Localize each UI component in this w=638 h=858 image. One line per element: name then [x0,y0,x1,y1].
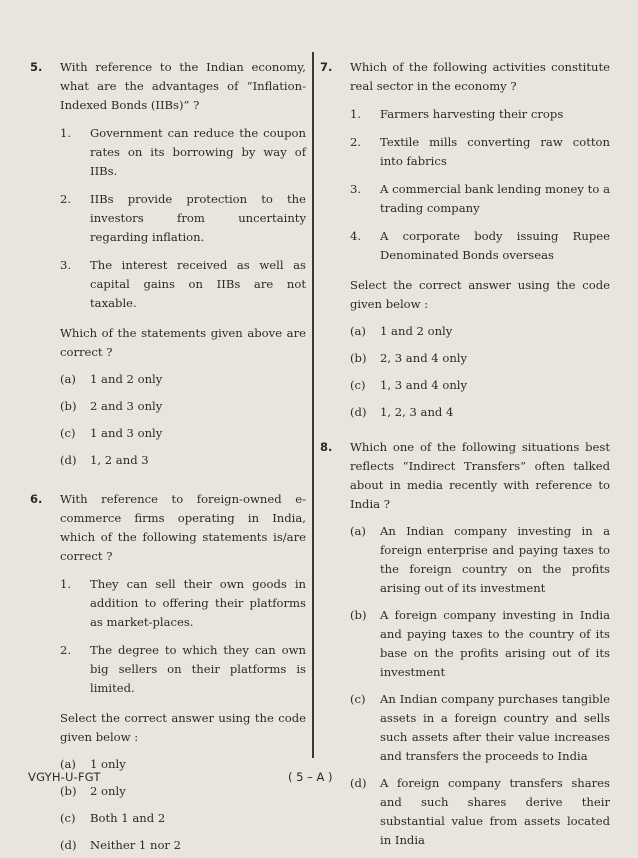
option-text: 1, 2, 3 and 4 [380,405,454,419]
statement-text: A corporate body issuing Rupee Denominated Bonds overseas [380,229,610,262]
statement-number: 1. [60,126,72,140]
option-label: (c) [60,426,76,440]
option-b [350,349,610,368]
option-d [350,774,610,850]
statement-number: 3. [60,258,72,272]
statement-number: 1. [350,107,362,121]
question-number: 5. [30,60,43,74]
statement-text: They can sell their own goods in addition to offering their platforms as market-places. [90,577,306,629]
option-label: (d) [350,405,367,419]
statement [350,227,610,265]
option-d [350,403,610,422]
option-text: 1, 3 and 4 only [380,378,468,392]
option-text: 1 and 2 only [380,324,453,338]
option-text: 1 only [90,757,126,771]
statement-number: 3. [350,182,362,196]
statement-text: The degree to which they can own big sellers on their platforms is limited. [90,643,306,695]
question-text: With reference to the Indian economy, what are the advantages of “Inflation-Indexed Bonds (IIBs)” ? [60,60,306,112]
statement [350,133,610,171]
option-text: 2, 3 and 4 only [380,351,468,365]
question-8 [314,438,610,850]
option-a [60,370,306,389]
question-prompt: Which of the statements given above are correct ? [60,326,306,359]
statement-number: 2. [350,135,362,149]
question-number: 8. [320,440,333,454]
option-label: (a) [350,524,366,538]
option-text: 1 and 2 only [90,372,163,386]
statement [350,180,610,218]
option-a [350,522,610,598]
option-label: (a) [60,372,76,386]
option-label: (b) [60,784,77,798]
statement-number: 1. [60,577,72,591]
option-d [60,836,306,855]
option-text: 1 and 3 only [90,426,163,440]
option-label: (b) [350,608,367,622]
option-d [60,451,306,470]
statement-text: Government can reduce the coupon rates on its borrowing by way of IIBs. [90,126,306,178]
statement [350,105,610,124]
page-number: ( 5 – A ) [288,770,333,784]
statement-text: Farmers harvesting their crops [380,107,564,121]
option-label: (c) [350,378,366,392]
option-label: (d) [60,838,77,852]
option-text: A foreign company investing in India and paying taxes to the country of its base on the profits arising out of its investment [380,608,610,679]
statement-text: IIBs provide protection to the investors from uncertainty regarding inflation. [90,192,306,244]
question-6 [24,490,306,855]
option-text: An Indian company investing in a foreign enterprise and paying taxes to the foreign country on the profits arising out of its investment [380,524,610,595]
question-prompt: Select the correct answer using the code given below : [60,711,306,744]
booklet-code: VGYH-U-FGT [28,770,101,784]
option-text: 2 only [90,784,126,798]
statement-text: The interest received as well as capital gains on IIBs are not taxable. [90,258,306,310]
statement-number: 2. [60,192,72,206]
option-c [60,424,306,443]
option-text: 1, 2 and 3 [90,453,149,467]
right-column [314,58,610,850]
option-a [350,322,610,341]
option-label: (a) [350,324,366,338]
question-5 [24,58,306,470]
statement [60,641,306,698]
option-b [60,782,306,801]
left-column [24,58,306,855]
option-c [350,690,610,766]
statement [60,256,306,313]
statement-text: Textile mills converting raw cotton into fabrics [380,135,610,168]
question-7 [314,58,610,422]
statement [60,575,306,632]
statement [60,190,306,247]
question-text: With reference to foreign-owned e-commerce firms operating in India, which of the following statements is/are correct ? [60,492,306,563]
option-c [350,376,610,395]
option-b [60,397,306,416]
option-label: (d) [60,453,77,467]
question-text: Which of the following activities constitute real sector in the economy ? [350,60,610,93]
option-c [60,809,306,828]
option-label: (a) [60,757,76,771]
statement-text: A commercial bank lending money to a trading company [380,182,610,215]
option-label: (d) [350,776,367,790]
question-number: 6. [30,492,43,506]
option-text: 2 and 3 only [90,399,163,413]
option-text: Both 1 and 2 [90,811,166,825]
option-b [350,606,610,682]
option-label: (c) [60,811,76,825]
question-text: Which one of the following situations best reflects “Indirect Transfers” often talked about in media recently with reference to India ? [350,440,610,511]
question-prompt: Select the correct answer using the code given below : [350,278,610,311]
option-text: An Indian company purchases tangible assets in a foreign country and sells such assets after their value increases and transfers the proceeds to India [380,692,610,763]
statement-number: 4. [350,229,362,243]
option-label: (b) [60,399,77,413]
question-number: 7. [320,60,333,74]
option-text: A foreign company transfers shares and such shares derive their substantial value from assets located in India [380,776,610,847]
option-label: (b) [350,351,367,365]
option-label: (c) [350,692,366,706]
statement [60,124,306,181]
option-text: Neither 1 nor 2 [90,838,182,852]
statement-number: 2. [60,643,72,657]
